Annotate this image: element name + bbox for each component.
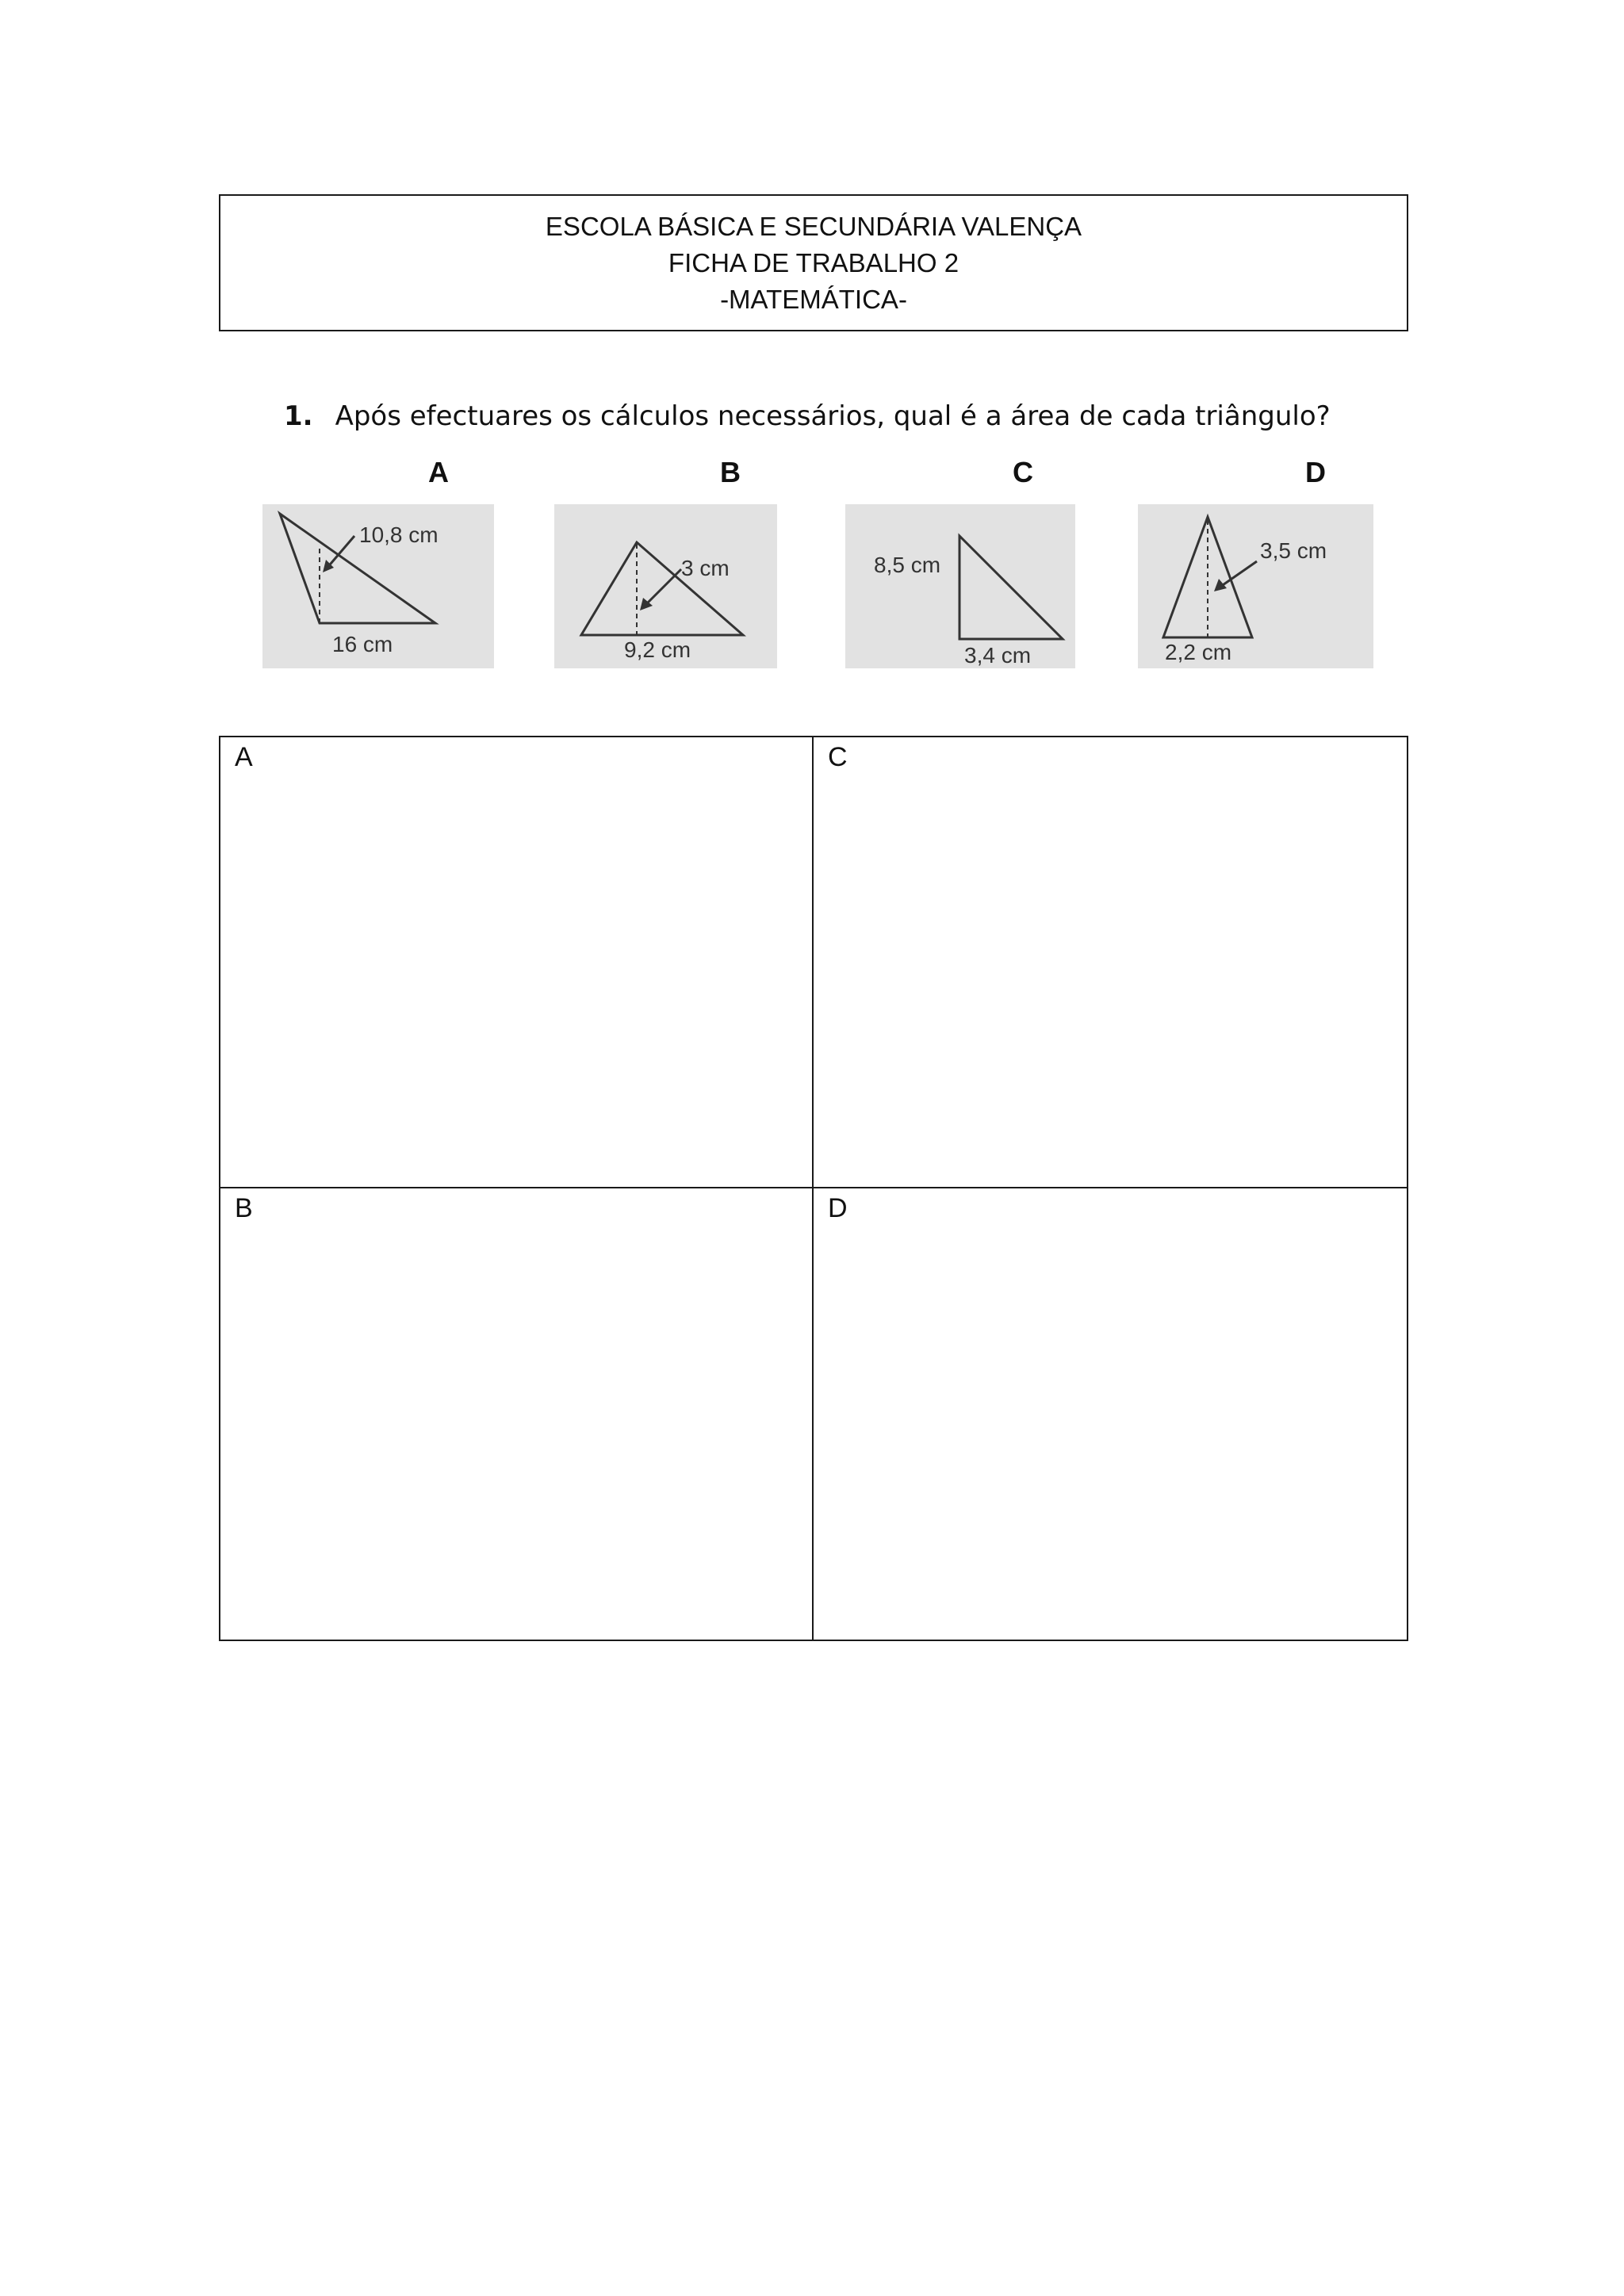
triangle-b-height-label: 3 cm — [681, 556, 730, 580]
figure-label-b: B — [720, 456, 741, 488]
triangle-b-drawing — [554, 504, 777, 668]
triangle-a-drawing — [262, 504, 494, 668]
school-name: ESCOLA BÁSICA E SECUNDÁRIA VALENÇA — [545, 211, 1082, 241]
figure-label-d: D — [1305, 456, 1326, 488]
question-number: 1. — [284, 400, 313, 432]
triangle-figure-c — [845, 504, 1075, 668]
answer-box-label: D — [828, 1193, 848, 1223]
triangle-figure-b — [554, 504, 777, 668]
subject-title: -MATEMÁTICA- — [720, 284, 907, 314]
triangle-a-height-label: 10,8 cm — [359, 522, 439, 547]
triangle-d-height-label: 3,5 cm — [1260, 538, 1327, 563]
sheet-title: FICHA DE TRABALHO 2 — [668, 247, 959, 277]
triangle-c-base-label: 3,4 cm — [964, 643, 1032, 668]
figure-label-c: C — [1013, 456, 1033, 488]
answer-box-label: A — [235, 742, 253, 772]
triangle-b-arrow — [645, 569, 681, 606]
triangle-a-base-label: 16 cm — [332, 632, 393, 656]
triangle-d-drawing — [1138, 504, 1373, 668]
question-text: Após efectuares os cálculos necessários, qual é a área de cada triângulo? — [335, 400, 1331, 432]
triangle-c-shape — [959, 536, 1063, 639]
answer-box-b[interactable] — [220, 1188, 814, 1640]
triangle-c-height-label: 8,5 cm — [874, 553, 941, 577]
arrow-head-icon — [1214, 579, 1227, 591]
answer-box-label: C — [828, 742, 848, 772]
answer-box-a[interactable] — [220, 737, 814, 1188]
answer-box-label: B — [235, 1193, 253, 1223]
answer-grid — [219, 736, 1408, 1641]
answer-box-c[interactable] — [814, 737, 1407, 1188]
question-1 — [284, 400, 1410, 432]
triangle-c-drawing — [845, 504, 1075, 668]
triangle-figure-a — [262, 504, 494, 668]
triangle-figure-d — [1138, 504, 1373, 668]
triangle-b-base-label: 9,2 cm — [624, 637, 691, 662]
answer-box-d[interactable] — [814, 1188, 1407, 1640]
triangle-d-base-label: 2,2 cm — [1165, 640, 1232, 664]
header-box — [219, 194, 1408, 331]
figure-label-a: A — [428, 456, 449, 488]
